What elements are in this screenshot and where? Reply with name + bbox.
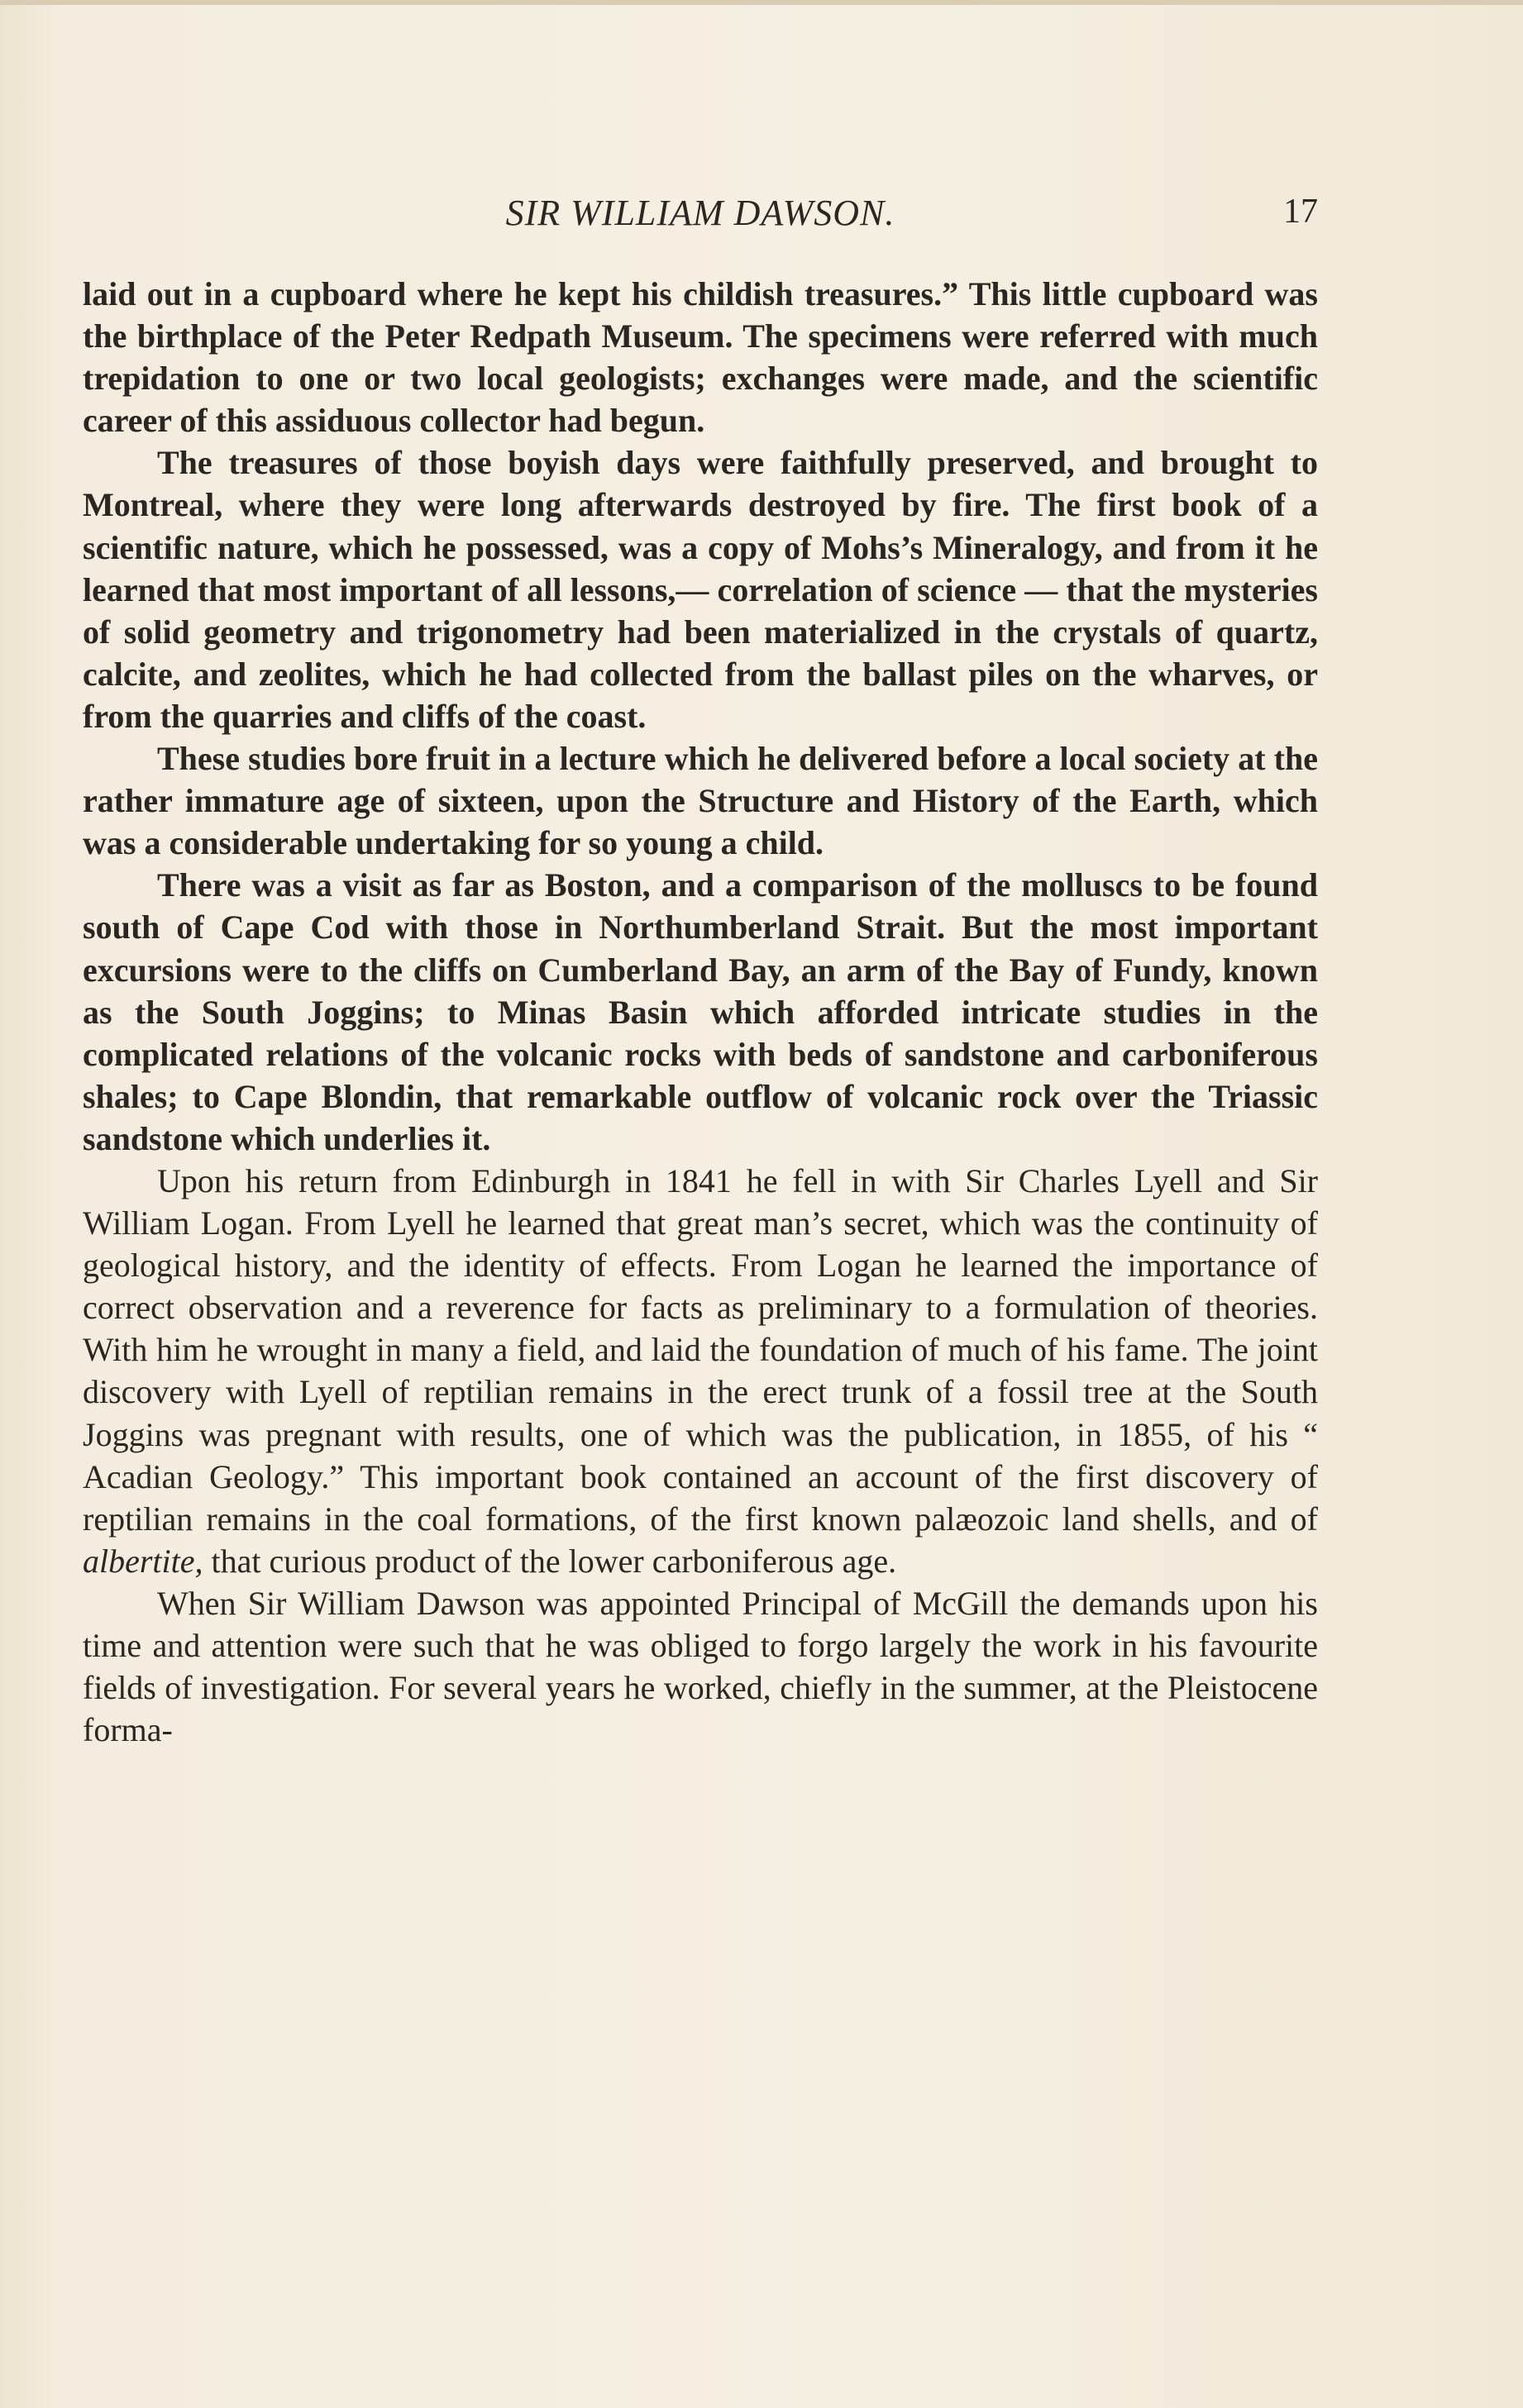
paragraph-5-italic: albertite, [83,1542,203,1580]
paragraph-3 [83,737,1318,864]
page-top-edge [0,0,1523,5]
page-number: 17 [1283,193,1318,231]
paragraph-5 [83,1160,1318,1582]
paragraph-1-text: laid out in a cupboard where he kept his childish treasures.” This little cupboard was the birthplace of the Peter Redpath Museum. The specimens were referred with much trepidation to one or two local geologists; exchanges were made, and the scientific career of this assiduous collector had begun. [83,275,1318,440]
paragraph-2 [83,441,1318,737]
paragraph-2-text: The treasures of those boyish days were faithfully preserved, and brought to Montreal, where they were long afterwards destroyed by fire. The first book of a scientific nature, which he possessed, was a copy of Mohs’s Mineralogy, and from it he learned that most important of all lessons,— correlation of science — that the mysteries of solid geometry and trigonometry had been materialized in the crystals of quartz, calcite, and zeolites, which he had collected from the ballast piles on the wharves, or from the quarries and cliffs of the coast. [83,444,1318,735]
page-header [83,192,1318,250]
body-text [83,273,1318,1751]
paragraph-5-text: Upon his return from Edinburgh in 1841 he fell in with Sir Charles Lyell and Sir William Logan. From Lyell he learned that great man’s secret, which was the continuity of geological history, and the identity of effects. From Logan he learned the importance of correct observation and a reverence for facts as preliminary to a formulation of theories. With him he wrought in many a field, and laid the foundation of much of his fame. The joint discovery with Lyell of reptilian remains in the erect trunk of a fossil tree at the South Joggins was pregnant with results, one of which was the publication, in 1855, of his “ Acadian Geology.” This important book contained an account of the first discovery of reptilian remains in the coal formations, of the first known palæozoic land shells, and of [83,1161,1318,1538]
paragraph-1 [83,273,1318,441]
paragraph-4-text: There was a visit as far as Boston, and a comparison of the molluscs to be found south of Cape Cod with those in Northumberland Strait. But the most important excursions were to the cliffs on Cumberland Bay, an arm of the Bay of Fundy, known as the South Joggins; to Minas Basin which afforded intricate studies in the complicated relations of the volcanic rocks with beds of sandstone and carboniferous shales; to Cape Blondin, that remarkable outflow of volcanic rock over the Triassic sandstone which underlies it. [83,866,1318,1157]
running-head: SIR WILLIAM DAWSON. [505,193,895,233]
paragraph-6 [83,1582,1318,1751]
paragraph-6-text: When Sir William Dawson was appointed Principal of McGill the demands upon his time and attention were such that he was obliged to forgo largely the work in his favourite fields of investigation. For several years he worked, chiefly in the summer, at the Pleistocene forma- [83,1584,1318,1749]
paragraph-3-text: These studies bore fruit in a lecture which he delivered before a local society at the rather immature age of sixteen, upon the Structure and History of the Earth, which was a considerable undertaking for so young a child. [83,740,1318,862]
paragraph-4 [83,864,1318,1160]
paragraph-5-after: that curious product of the lower carboniferous age. [203,1542,897,1580]
